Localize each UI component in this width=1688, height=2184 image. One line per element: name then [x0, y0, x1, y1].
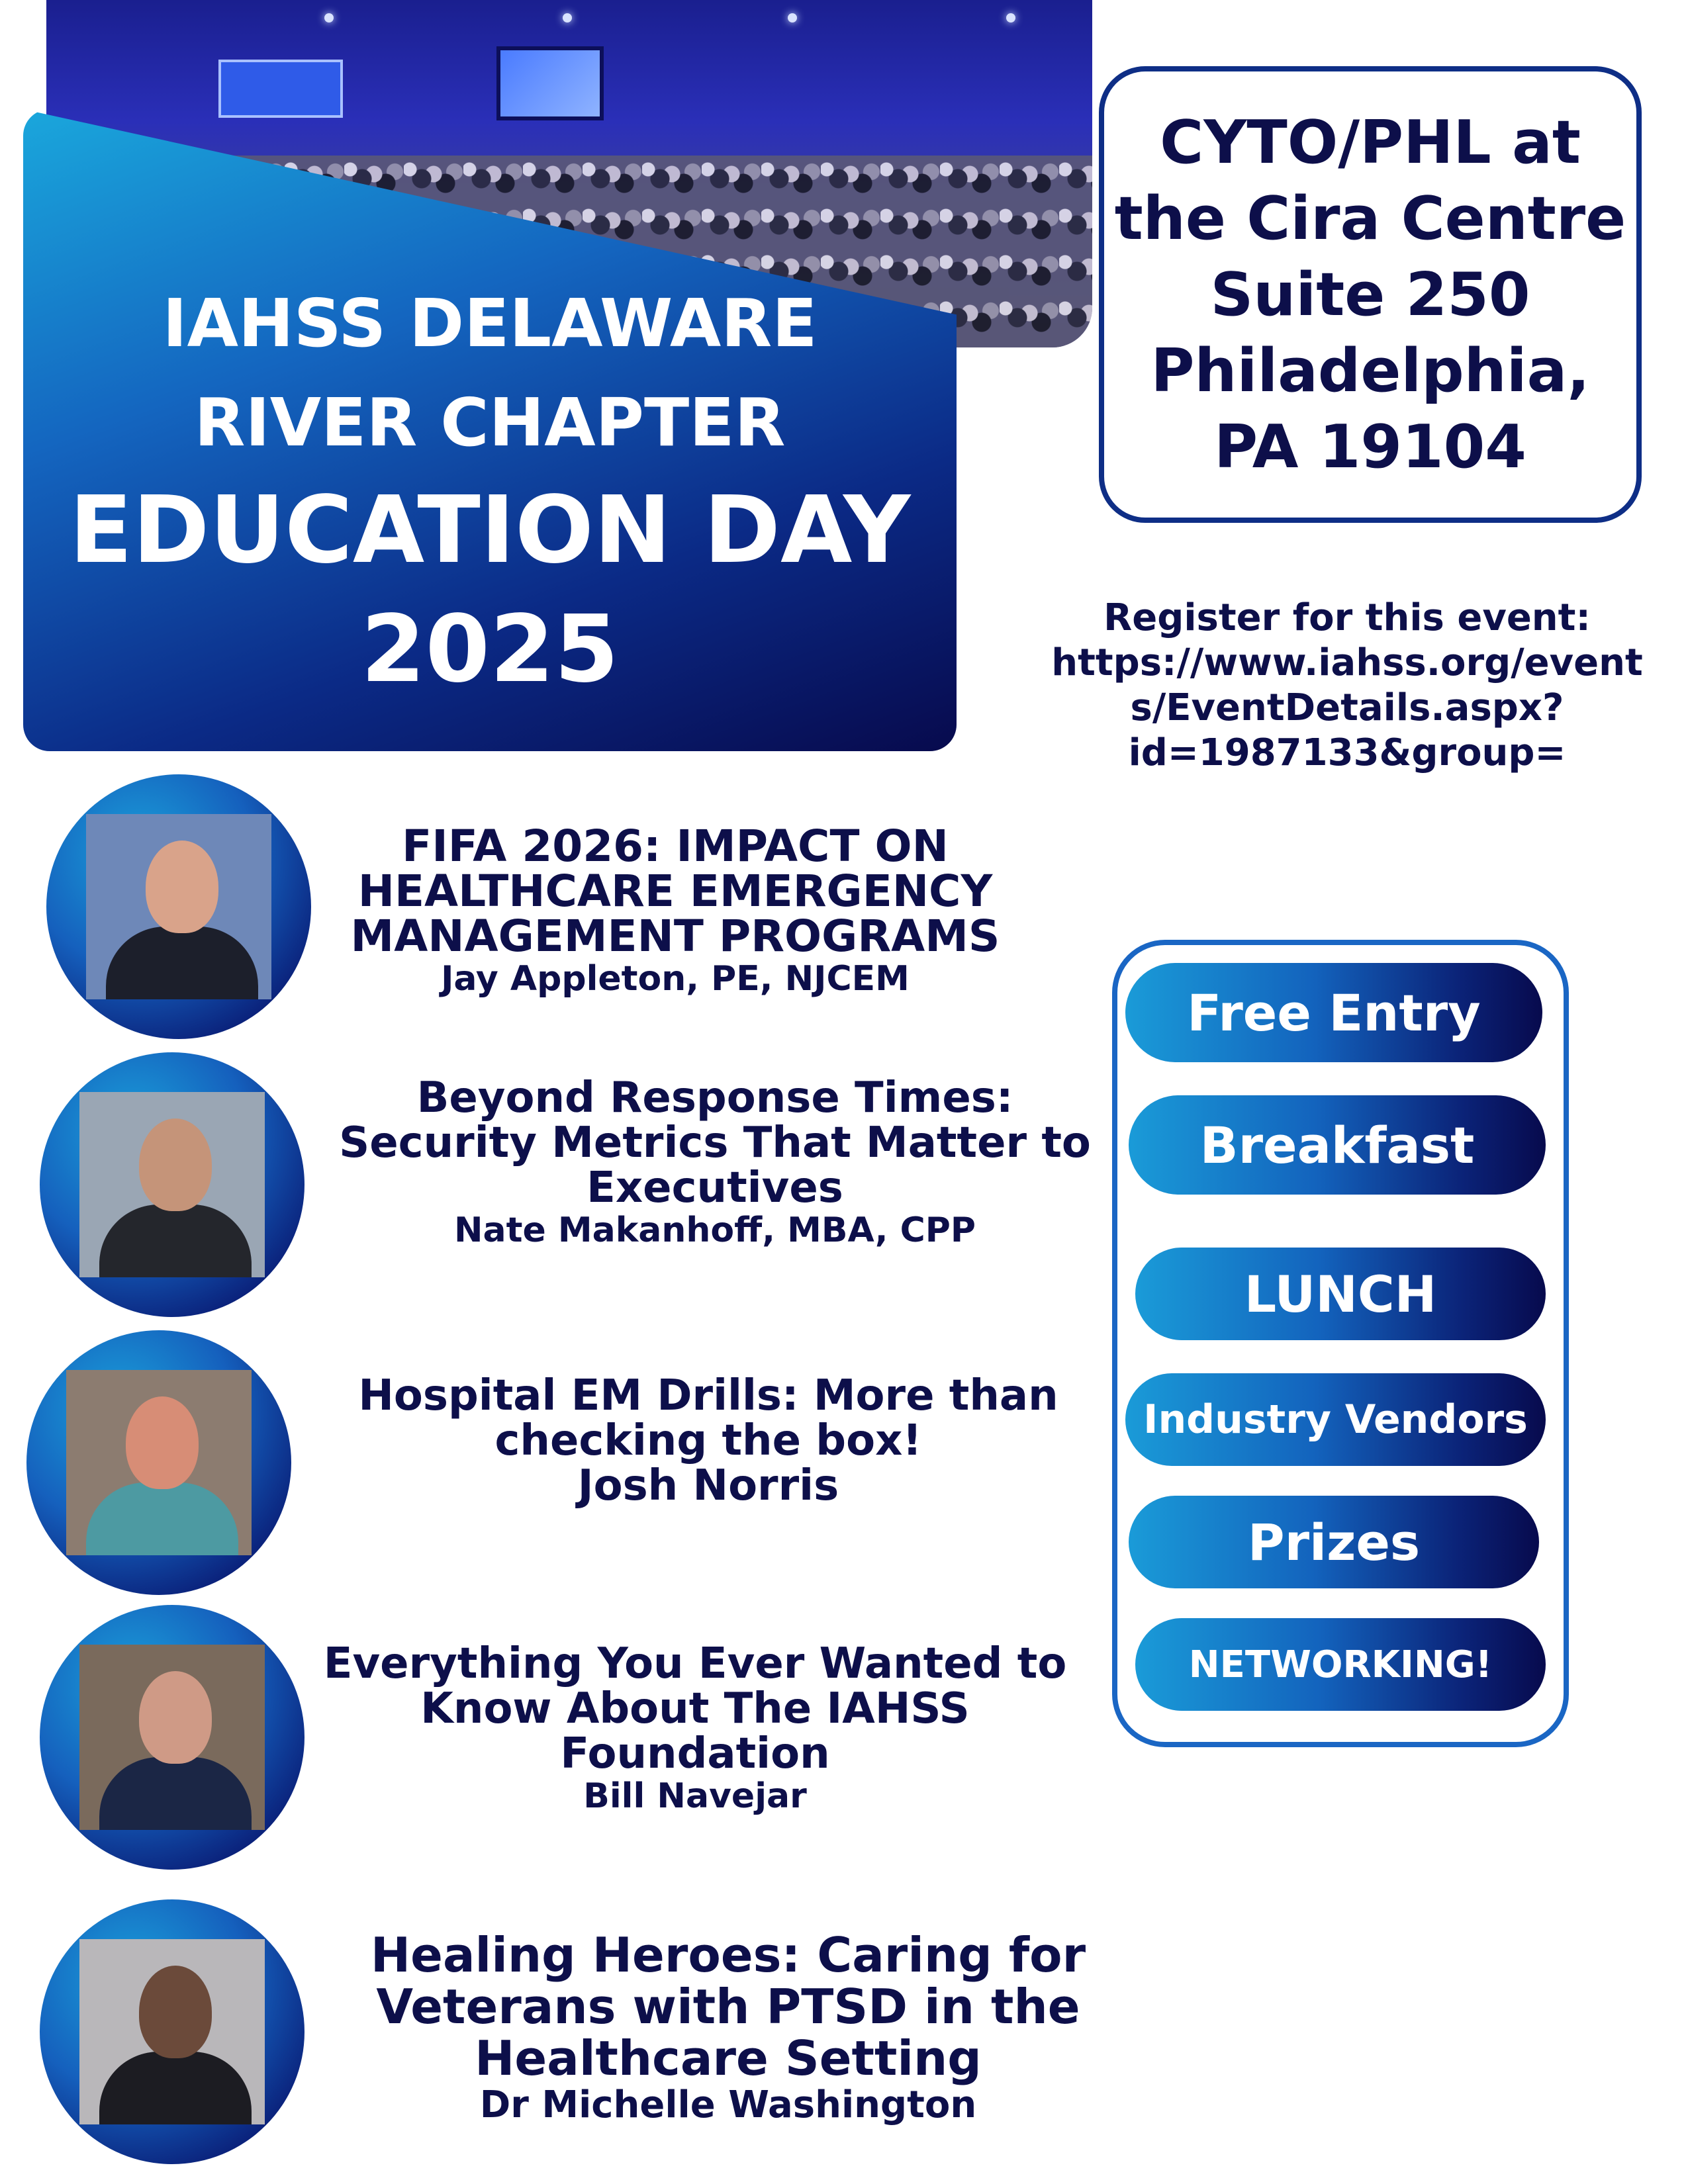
register-link[interactable]: s/EventDetails.aspx? — [1130, 686, 1564, 729]
speaker-avatar-5 — [40, 1899, 305, 2164]
location-line: Suite 250 — [1210, 259, 1530, 330]
title-line-4: 2025 — [361, 596, 619, 704]
projection-screen — [496, 46, 604, 120]
perk-industry-vendors: Industry Vendors — [1125, 1373, 1546, 1466]
speaker-avatar-2 — [40, 1052, 305, 1317]
speaker-photo — [79, 1645, 265, 1830]
talk-title-line: HEALTHCARE EMERGENCY — [357, 866, 993, 917]
ceiling-light — [324, 13, 334, 23]
perk-free-entry: Free Entry — [1125, 963, 1542, 1062]
talk-title-line: Security Metrics That Matter to — [339, 1118, 1091, 1167]
talk-title-line: Foundation — [560, 1729, 830, 1778]
talk-5 — [331, 1929, 1125, 2126]
location-box — [1099, 66, 1642, 523]
talk-title-line: Hospital EM Drills: More than — [358, 1371, 1058, 1420]
perk-lunch: LUNCH — [1135, 1248, 1546, 1340]
speaker-avatar-4 — [40, 1605, 305, 1870]
talk-title-line: Beyond Response Times: — [416, 1073, 1013, 1122]
talk-title-line: checking the box! — [494, 1416, 922, 1465]
register-label: Register for this event: — [1103, 596, 1591, 639]
speaker-name: Josh Norris — [577, 1461, 839, 1510]
location-line: the Cira Centre — [1114, 183, 1626, 253]
perk-prizes: Prizes — [1129, 1496, 1539, 1588]
title-line-2: RIVER CHAPTER — [194, 384, 786, 461]
ceiling-light — [563, 13, 572, 23]
speaker-name: Nate Makanhoff, MBA, CPP — [454, 1210, 976, 1250]
speaker-name: Jay Appleton, PE, NJCEM — [441, 959, 910, 999]
talk-title-line: FIFA 2026: IMPACT ON — [402, 821, 949, 872]
speaker-photo — [86, 814, 271, 999]
location-line: CYTO/PHL at — [1160, 107, 1581, 177]
register-info — [1033, 596, 1662, 776]
talk-2 — [318, 1075, 1112, 1250]
speaker-name: Bill Navejar — [583, 1776, 807, 1816]
title-line-1: IAHSS DELAWARE — [162, 285, 818, 362]
talk-title-line: Executives — [586, 1163, 843, 1212]
talk-title-line: Everything You Ever Wanted to — [323, 1639, 1067, 1688]
speaker-avatar-3 — [26, 1330, 291, 1595]
title-line-3: EDUCATION DAY — [69, 477, 911, 584]
talk-title-line: Know About The IAHSS — [420, 1684, 970, 1733]
location-line: PA 19104 — [1214, 412, 1526, 482]
speaker-photo — [79, 1939, 265, 2124]
talk-title-line: Healing Heroes: Caring for — [370, 1927, 1086, 1983]
perk-networking: NETWORKING! — [1135, 1618, 1546, 1711]
ceiling-light — [1006, 13, 1015, 23]
stage-banner — [218, 60, 343, 118]
talk-title-line: Healthcare Setting — [475, 2030, 982, 2086]
register-link[interactable]: id=1987133&group= — [1128, 731, 1566, 774]
talk-1 — [311, 821, 1039, 999]
location-address — [1115, 105, 1626, 485]
location-line: Philadelphia, — [1150, 336, 1590, 406]
speaker-photo — [66, 1370, 252, 1555]
perk-breakfast: Breakfast — [1129, 1095, 1546, 1195]
talk-title-line: Veterans with PTSD in the — [376, 1979, 1080, 2034]
talk-title-line: MANAGEMENT PROGRAMS — [350, 911, 1000, 962]
ceiling-light — [788, 13, 797, 23]
speaker-avatar-1 — [46, 774, 311, 1039]
talk-3 — [311, 1373, 1105, 1508]
speaker-name: Dr Michelle Washington — [479, 2083, 977, 2126]
speaker-photo — [79, 1092, 265, 1277]
talk-4 — [291, 1641, 1099, 1816]
register-link[interactable]: https://www.iahss.org/event — [1051, 641, 1643, 684]
